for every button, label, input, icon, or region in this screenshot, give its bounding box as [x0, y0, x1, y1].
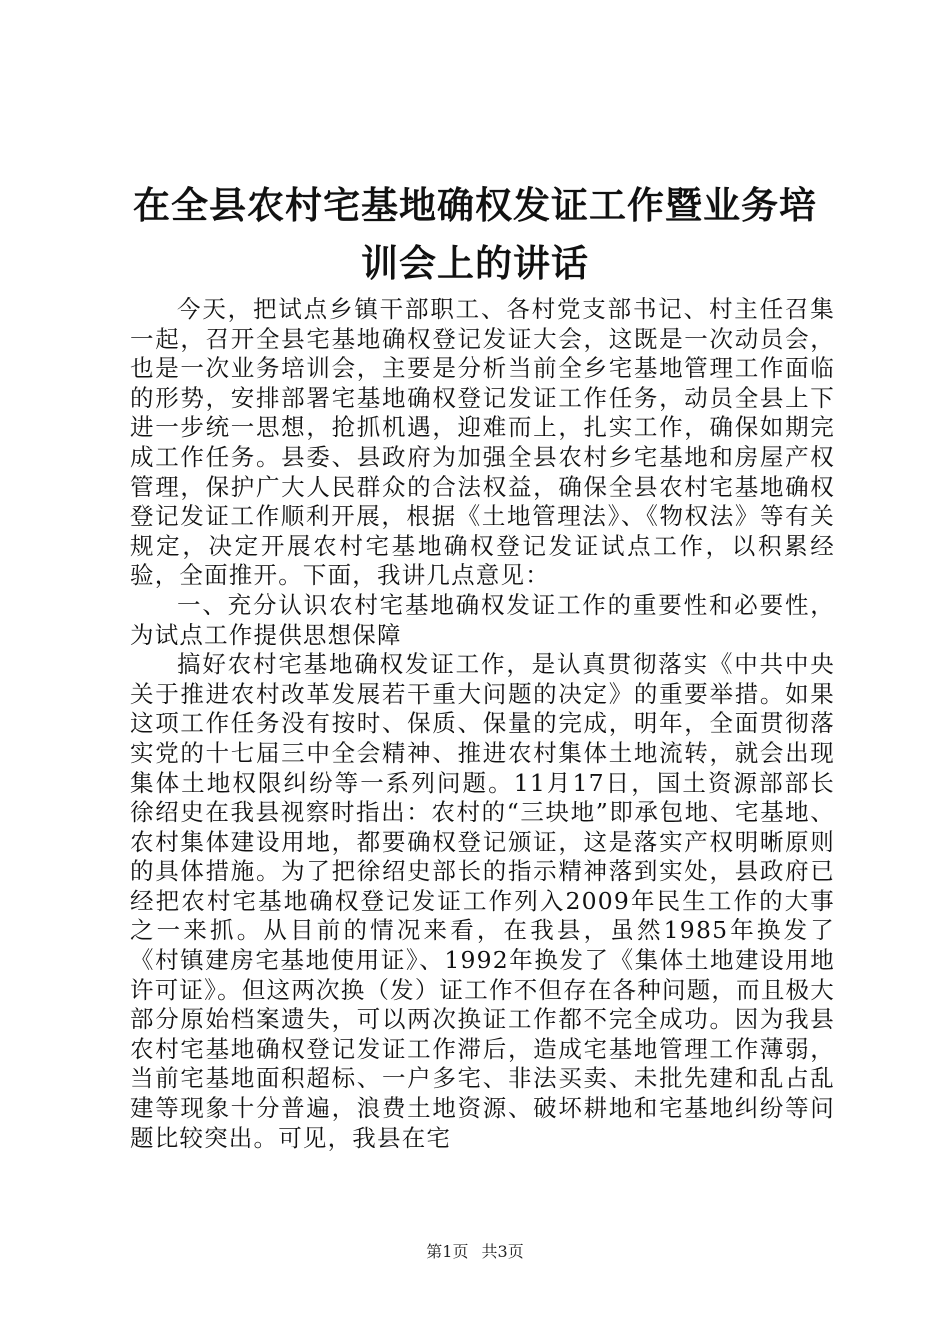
page-number: 第1页 — [426, 1242, 469, 1261]
paragraph-body: 搞好农村宅基地确权发证工作，是认真贯彻落实《中共中央关于推进农村改革发展若干重大问题的决定》的重要举措。如果这项工作任务没有按时、保质、保量的完成，明年，全面贯彻落实党的十七届三中全会精神、推进农村集体土地流转，就会出现集体土地权限纠纷等一系列问题。11月17日，国土资源部部长徐绍史在我县视察时指出：农村的“三块地”即承包地、宅基地、农村集体建设用地，都要确权登记颁证，这是落实产权明晰原则的具体措施。为了把徐绍史部长的指示精神落到实处，县政府已经把农村宅基地确权登记发证工作列入2009年民生工作的大事之一来抓。从目前的情况来看，在我县，虽然1985年换发了《村镇建房宅基地使用证》、1992年换发了《集体土地建设用地许可证》。但这两次换（发）证工作不但存在各种问题，而且极大部分原始档案遗失，可以两次换证工作都不完全成功。因为我县农村宅基地确权登记发证工作滞后，造成宅基地管理工作薄弱，当前宅基地面积超标、一户多宅、非法买卖、未批先建和乱占乱建等现象十分普遍，浪费土地资源、破坏耕地和宅基地纠纷等问题比较突出。可见，我县在宅 — [130, 650, 835, 1152]
document-body — [130, 295, 835, 1153]
paragraph-intro: 今天，把试点乡镇干部职工、各村党支部书记、村主任召集一起，召开全县宅基地确权登记发证大会，这既是一次动员会，也是一次业务培训会，主要是分析当前全乡宅基地管理工作面临的形势，安排部署宅基地确权登记发证工作任务，动员全县上下进一步统一思想，抢抓机遇，迎难而上，扎实工作，确保如期完成工作任务。县委、县政府为加强全县农村乡宅基地和房屋产权管理，保护广大人民群众的合法权益，确保全县农村宅基地确权登记发证工作顺利开展，根据《土地管理法》、《物权法》等有关规定，决定开展农村宅基地确权登记发证试点工作，以积累经验，全面推开。下面，我讲几点意见： — [130, 295, 835, 590]
paragraph-section-heading: 一、充分认识农村宅基地确权发证工作的重要性和必要性，为试点工作提供思想保障 — [130, 590, 835, 649]
page-footer — [0, 1242, 950, 1262]
document-title: 在全县农村宅基地确权发证工作暨业务培训会上的讲话 — [133, 183, 817, 285]
page-total: 共3页 — [481, 1242, 524, 1261]
